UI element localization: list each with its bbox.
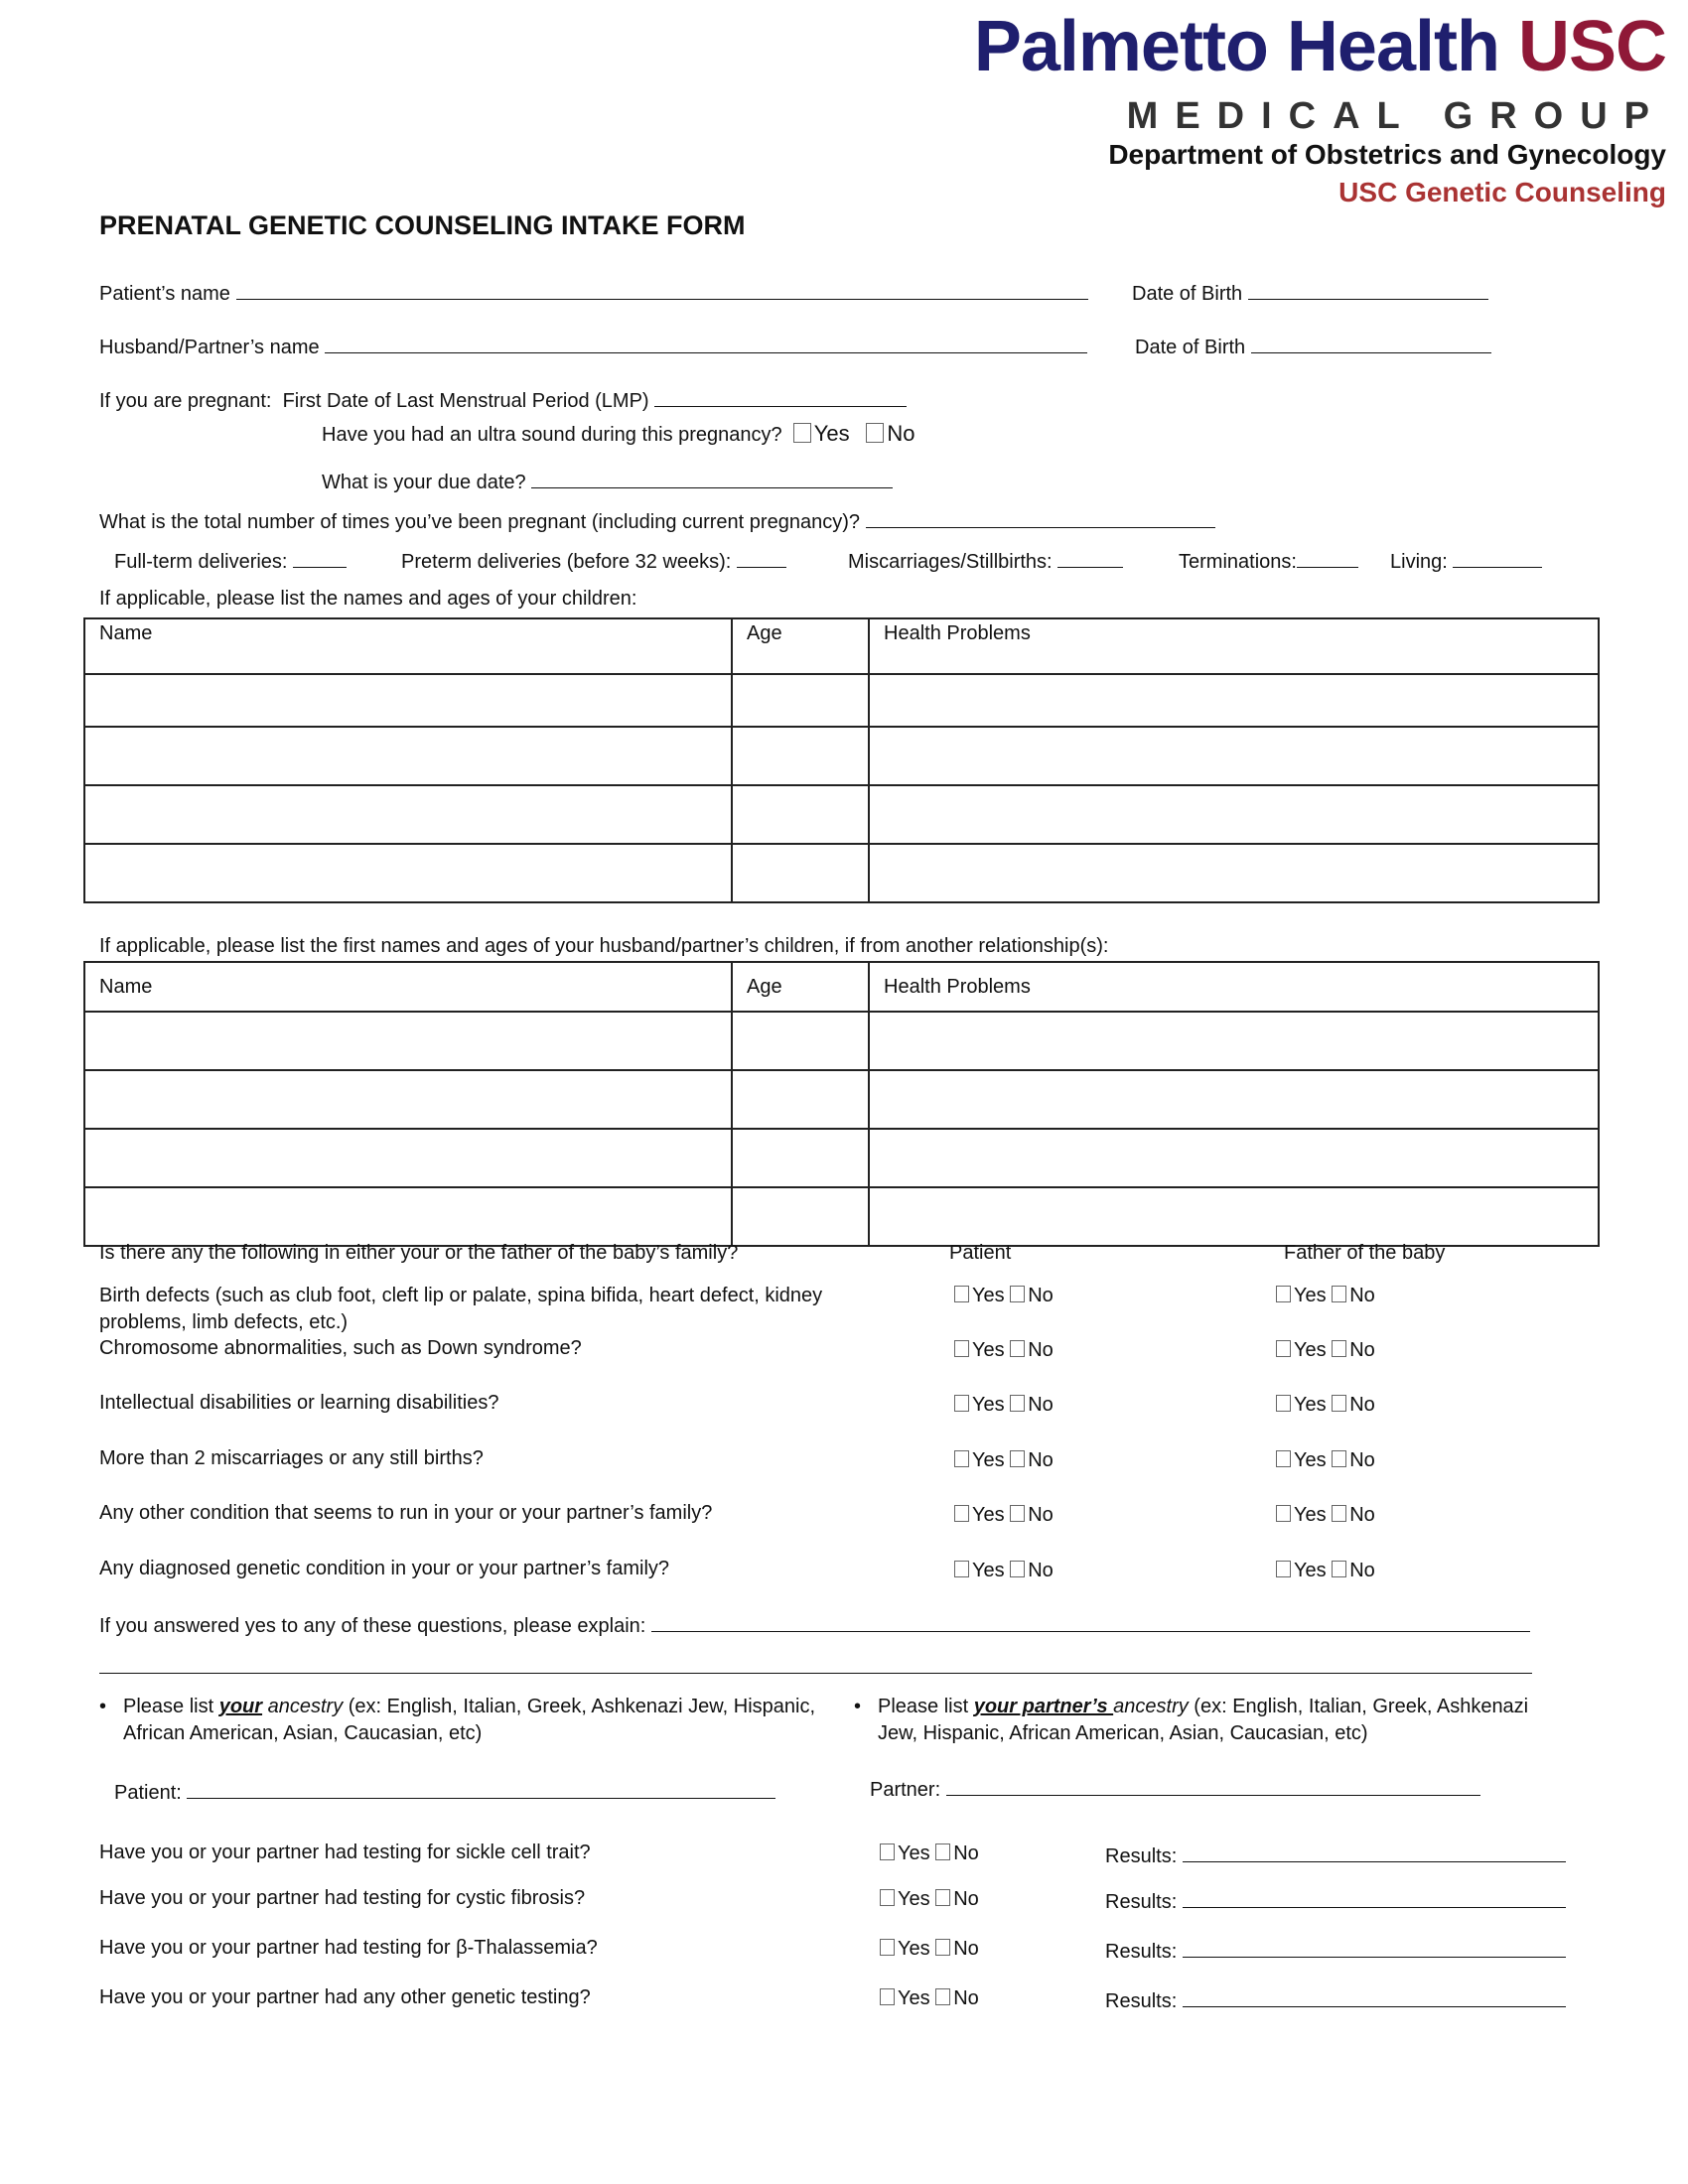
yes-label: Yes xyxy=(972,1394,1005,1416)
results-label: Results: xyxy=(1105,1891,1178,1913)
patient-yes-no xyxy=(954,1394,1054,1417)
yes-checkbox[interactable] xyxy=(1276,1450,1291,1467)
patient-yes-no xyxy=(954,1504,1054,1527)
prompt-text: (ex: English, Italian, Greek, Ashkenazi Jew, Hispanic, African American, Asian, Caucasian, etc) xyxy=(878,1696,1529,1744)
table-row xyxy=(84,1187,1599,1246)
no-checkbox[interactable] xyxy=(1332,1450,1346,1467)
total-pregnancies-field[interactable] xyxy=(866,507,1215,528)
father-yes-no xyxy=(1276,1449,1375,1472)
father-yes-no xyxy=(1276,1394,1375,1417)
child-age-cell[interactable] xyxy=(732,727,869,785)
no-checkbox[interactable] xyxy=(1010,1561,1025,1577)
prompt-italic: ancestry xyxy=(1113,1696,1189,1717)
partner-child-age-cell[interactable] xyxy=(732,1070,869,1129)
table-row xyxy=(84,727,1599,785)
logo-usc-text: USC xyxy=(1517,7,1666,86)
results-field[interactable] xyxy=(1183,1887,1566,1908)
no-checkbox[interactable] xyxy=(1010,1450,1025,1467)
no-label: No xyxy=(953,1888,979,1910)
explain-row xyxy=(99,1611,1530,1638)
miscarriage-row xyxy=(848,547,1123,574)
partner-child-age-cell[interactable] xyxy=(732,1012,869,1070)
children-table xyxy=(83,617,1600,903)
patient-name-label: Patient’s name xyxy=(99,283,230,305)
yes-checkbox[interactable] xyxy=(880,1988,895,2005)
no-label: No xyxy=(953,1987,979,2009)
yes-label: Yes xyxy=(972,1449,1005,1471)
col-health-header: Health Problems xyxy=(869,618,1599,674)
yes-label: Yes xyxy=(1294,1285,1327,1306)
partner-child-name-cell[interactable] xyxy=(84,1129,732,1187)
partner-child-health-cell[interactable] xyxy=(869,1070,1599,1129)
patient-yes-no xyxy=(954,1285,1054,1307)
bullet-icon: • xyxy=(854,1696,862,1717)
patient-dob-field[interactable] xyxy=(1248,279,1488,300)
family-history-item: More than 2 miscarriages or any still births? xyxy=(99,1447,484,1469)
children-intro: If applicable, please list the names and ages of your children: xyxy=(99,588,637,610)
results-row xyxy=(1105,1842,1566,1868)
family-history-item: Birth defects (such as club foot, cleft lip or palate, spina bifida, heart defect, kidney problems, limb defects, etc.) xyxy=(99,1285,823,1333)
division-name: USC Genetic Counseling xyxy=(1338,177,1666,207)
ultrasound-no-label: No xyxy=(887,421,915,446)
prompt-emphasis: your xyxy=(218,1696,263,1717)
testing-yes-no xyxy=(880,1938,979,1961)
testing-question: Have you or your partner had testing for β-Thalassemia? xyxy=(99,1937,598,1959)
explain-field-line-2[interactable] xyxy=(99,1653,1532,1674)
ultrasound-no-checkbox[interactable] xyxy=(866,423,884,443)
partner-child-age-cell[interactable] xyxy=(732,1129,869,1187)
child-name-cell[interactable] xyxy=(84,727,732,785)
yes-checkbox[interactable] xyxy=(954,1561,969,1577)
department-name: Department of Obstetrics and Gynecology xyxy=(1108,139,1666,170)
table-row xyxy=(84,785,1599,844)
partner-child-name-cell[interactable] xyxy=(84,1070,732,1129)
results-label: Results: xyxy=(1105,1941,1178,1963)
family-history-item: Chromosome abnormalities, such as Down syndrome? xyxy=(99,1337,582,1359)
lmp-field[interactable] xyxy=(654,386,907,407)
child-name-cell[interactable] xyxy=(84,785,732,844)
family-history-question: Is there any the following in either your or the father of the baby’s family? xyxy=(99,1242,739,1264)
prompt-text: (ex: English, Italian, Greek, Ashkenazi Jew, Hispanic, African American, Asian, Caucasian, etc) xyxy=(123,1696,815,1744)
partner-child-name-cell[interactable] xyxy=(84,1012,732,1070)
due-date-row xyxy=(322,468,893,494)
partner-ancestry-field[interactable] xyxy=(946,1775,1480,1796)
partner-dob-label: Date of Birth xyxy=(1135,337,1246,358)
partner-dob-field[interactable] xyxy=(1251,333,1491,353)
results-label: Results: xyxy=(1105,1845,1178,1867)
partner-child-health-cell[interactable] xyxy=(869,1187,1599,1246)
results-row xyxy=(1105,1986,1566,2013)
partner-child-name-cell[interactable] xyxy=(84,1187,732,1246)
no-checkbox[interactable] xyxy=(1010,1395,1025,1412)
table-row xyxy=(84,1070,1599,1129)
no-label: No xyxy=(1349,1339,1375,1361)
termination-field[interactable] xyxy=(1297,547,1358,568)
table-row xyxy=(84,1129,1599,1187)
patient-yes-no xyxy=(954,1560,1054,1582)
form-title: PRENATAL GENETIC COUNSELING INTAKE FORM xyxy=(99,210,746,240)
bullet-icon: • xyxy=(99,1696,107,1717)
partner-child-age-cell[interactable] xyxy=(732,1187,869,1246)
father-yes-no xyxy=(1276,1560,1375,1582)
logo xyxy=(974,6,1666,87)
table-row xyxy=(84,674,1599,727)
no-checkbox[interactable] xyxy=(935,1889,950,1906)
no-checkbox[interactable] xyxy=(1010,1286,1025,1302)
testing-question: Have you or your partner had testing for sickle cell trait? xyxy=(99,1842,591,1863)
patient-yes-no xyxy=(954,1339,1054,1362)
testing-yes-no xyxy=(880,1987,979,2010)
testing-yes-no xyxy=(880,1843,979,1865)
termination-label: Terminations: xyxy=(1179,551,1297,573)
miscarriage-label: Miscarriages/Stillbirths: xyxy=(848,551,1053,573)
no-label: No xyxy=(953,1843,979,1864)
child-health-cell[interactable] xyxy=(869,785,1599,844)
child-age-cell[interactable] xyxy=(732,674,869,727)
no-label: No xyxy=(1028,1394,1054,1416)
yes-checkbox[interactable] xyxy=(954,1286,969,1302)
yes-label: Yes xyxy=(972,1560,1005,1581)
preterm-field[interactable] xyxy=(737,547,786,568)
lmp-label: First Date of Last Menstrual Period (LMP) xyxy=(282,390,649,412)
yes-checkbox[interactable] xyxy=(880,1889,895,1906)
partner-name-row xyxy=(99,333,1087,359)
no-label: No xyxy=(1028,1339,1054,1361)
results-field[interactable] xyxy=(1183,1842,1566,1862)
family-history-item: Intellectual disabilities or learning disabilities? xyxy=(99,1392,499,1414)
partner-child-health-cell[interactable] xyxy=(869,1012,1599,1070)
yes-checkbox[interactable] xyxy=(954,1395,969,1412)
no-label: No xyxy=(1028,1285,1054,1306)
yes-label: Yes xyxy=(972,1339,1005,1361)
patient-name-row xyxy=(99,279,1088,306)
yes-checkbox[interactable] xyxy=(954,1450,969,1467)
patient-column-header: Patient xyxy=(949,1242,1012,1264)
no-checkbox[interactable] xyxy=(1332,1561,1346,1577)
patient-ancestry-row xyxy=(114,1778,775,1805)
no-label: No xyxy=(1349,1560,1375,1581)
testing-question: Have you or your partner had testing for cystic fibrosis? xyxy=(99,1887,586,1909)
no-checkbox[interactable] xyxy=(935,1843,950,1860)
yes-checkbox[interactable] xyxy=(1276,1561,1291,1577)
no-checkbox[interactable] xyxy=(1010,1505,1025,1522)
col-age-header: Age xyxy=(732,618,869,674)
total-pregnancies-label: What is the total number of times you’ve been pregnant (including current pregnancy)? xyxy=(99,511,860,533)
yes-label: Yes xyxy=(898,1843,930,1864)
partner-ancestry-row xyxy=(870,1775,1480,1802)
living-row xyxy=(1390,547,1542,574)
due-date-field[interactable] xyxy=(531,468,893,488)
no-checkbox[interactable] xyxy=(1010,1340,1025,1357)
father-column-header: Father of the baby xyxy=(1284,1242,1446,1264)
yes-checkbox[interactable] xyxy=(1276,1340,1291,1357)
ultrasound-yes-checkbox[interactable] xyxy=(793,423,811,443)
results-field[interactable] xyxy=(1183,1986,1566,2007)
no-label: No xyxy=(1028,1504,1054,1526)
patient-ancestry-label: Patient: xyxy=(114,1782,182,1804)
preterm-label: Preterm deliveries (before 32 weeks): xyxy=(401,551,732,573)
ultrasound-question: Have you had an ultra sound during this pregnancy? xyxy=(322,424,782,446)
partner-dob-row xyxy=(1135,333,1491,359)
patient-dob-label: Date of Birth xyxy=(1132,283,1243,305)
living-label: Living: xyxy=(1390,551,1448,573)
yes-label: Yes xyxy=(1294,1339,1327,1361)
living-field[interactable] xyxy=(1453,547,1542,568)
family-history-item: Any diagnosed genetic condition in your or your partner’s family? xyxy=(99,1558,670,1579)
pregnant-intro: If you are pregnant: xyxy=(99,390,272,412)
yes-checkbox[interactable] xyxy=(1276,1286,1291,1302)
yes-checkbox[interactable] xyxy=(954,1340,969,1357)
no-checkbox[interactable] xyxy=(1332,1395,1346,1412)
yes-label: Yes xyxy=(1294,1449,1327,1471)
yes-label: Yes xyxy=(1294,1394,1327,1416)
no-label: No xyxy=(1349,1394,1375,1416)
testing-yes-no xyxy=(880,1888,979,1911)
col-health-header: Health Problems xyxy=(869,962,1599,1012)
patient-dob-row xyxy=(1132,279,1488,306)
child-health-cell[interactable] xyxy=(869,674,1599,727)
fullterm-row xyxy=(114,547,347,574)
no-checkbox[interactable] xyxy=(1332,1340,1346,1357)
partner-ancestry-prompt xyxy=(854,1694,1573,1747)
partner-name-label: Husband/Partner’s name xyxy=(99,337,320,358)
table-row xyxy=(84,844,1599,902)
fullterm-field[interactable] xyxy=(293,547,347,568)
no-checkbox[interactable] xyxy=(1332,1505,1346,1522)
no-label: No xyxy=(1028,1560,1054,1581)
prompt-text: Please list xyxy=(878,1696,974,1717)
logo-main-text: Palmetto Health xyxy=(973,7,1499,86)
results-row xyxy=(1105,1887,1566,1914)
father-yes-no xyxy=(1276,1285,1375,1307)
miscarriage-field[interactable] xyxy=(1057,547,1123,568)
father-yes-no xyxy=(1276,1339,1375,1362)
yes-checkbox[interactable] xyxy=(954,1505,969,1522)
child-name-cell[interactable] xyxy=(84,844,732,902)
child-age-cell[interactable] xyxy=(732,785,869,844)
termination-row xyxy=(1179,547,1358,574)
lmp-row xyxy=(99,386,907,413)
prompt-text: Please list xyxy=(123,1696,219,1717)
no-label: No xyxy=(1349,1285,1375,1306)
ultrasound-row xyxy=(322,421,914,447)
col-name-header: Name xyxy=(84,618,732,674)
ultrasound-yes-label: Yes xyxy=(813,421,850,446)
total-pregnancies-row xyxy=(99,507,1215,534)
no-label: No xyxy=(1349,1504,1375,1526)
patient-ancestry-prompt xyxy=(99,1694,818,1747)
child-age-cell[interactable] xyxy=(732,844,869,902)
partner-ancestry-label: Partner: xyxy=(870,1779,941,1801)
due-date-label: What is your due date? xyxy=(322,472,526,493)
child-name-cell[interactable] xyxy=(84,674,732,727)
results-row xyxy=(1105,1937,1566,1964)
child-health-cell[interactable] xyxy=(869,727,1599,785)
yes-label: Yes xyxy=(898,1888,930,1910)
partner-child-health-cell[interactable] xyxy=(869,1129,1599,1187)
no-label: No xyxy=(1349,1449,1375,1471)
yes-label: Yes xyxy=(972,1285,1005,1306)
prompt-italic: ancestry xyxy=(262,1696,344,1717)
yes-label: Yes xyxy=(972,1504,1005,1526)
partner-children-table xyxy=(83,961,1600,1247)
partner-name-field[interactable] xyxy=(325,333,1087,353)
results-label: Results: xyxy=(1105,1990,1178,2012)
explain-field[interactable] xyxy=(651,1611,1530,1632)
patient-ancestry-field[interactable] xyxy=(187,1778,775,1799)
yes-checkbox[interactable] xyxy=(1276,1395,1291,1412)
table-row xyxy=(84,1012,1599,1070)
logo-subtitle: MEDICAL GROUP xyxy=(1126,95,1666,137)
no-checkbox[interactable] xyxy=(935,1988,950,2005)
no-checkbox[interactable] xyxy=(935,1939,950,1956)
table-header-row xyxy=(84,618,1599,674)
yes-label: Yes xyxy=(898,1938,930,1960)
fullterm-label: Full-term deliveries: xyxy=(114,551,288,573)
testing-question: Have you or your partner had any other genetic testing? xyxy=(99,1986,591,2008)
yes-checkbox[interactable] xyxy=(1276,1505,1291,1522)
results-field[interactable] xyxy=(1183,1937,1566,1958)
partner-children-intro: If applicable, please list the first names and ages of your husband/partner’s children, if from another relationship(s): xyxy=(99,935,1109,957)
table-header-row xyxy=(84,962,1599,1012)
prompt-emphasis: your partner’s xyxy=(973,1696,1114,1717)
no-label: No xyxy=(953,1938,979,1960)
father-yes-no xyxy=(1276,1504,1375,1527)
no-label: No xyxy=(1028,1449,1054,1471)
yes-checkbox[interactable] xyxy=(880,1939,895,1956)
explain-label: If you answered yes to any of these questions, please explain: xyxy=(99,1615,646,1637)
col-age-header: Age xyxy=(732,962,869,1012)
yes-label: Yes xyxy=(1294,1560,1327,1581)
yes-checkbox[interactable] xyxy=(880,1843,895,1860)
yes-label: Yes xyxy=(898,1987,930,2009)
yes-label: Yes xyxy=(1294,1504,1327,1526)
preterm-row xyxy=(401,547,786,574)
col-name-header: Name xyxy=(84,962,732,1012)
child-health-cell[interactable] xyxy=(869,844,1599,902)
patient-name-field[interactable] xyxy=(236,279,1088,300)
family-history-item: Any other condition that seems to run in your or your partner’s family? xyxy=(99,1502,713,1524)
patient-yes-no xyxy=(954,1449,1054,1472)
no-checkbox[interactable] xyxy=(1332,1286,1346,1302)
